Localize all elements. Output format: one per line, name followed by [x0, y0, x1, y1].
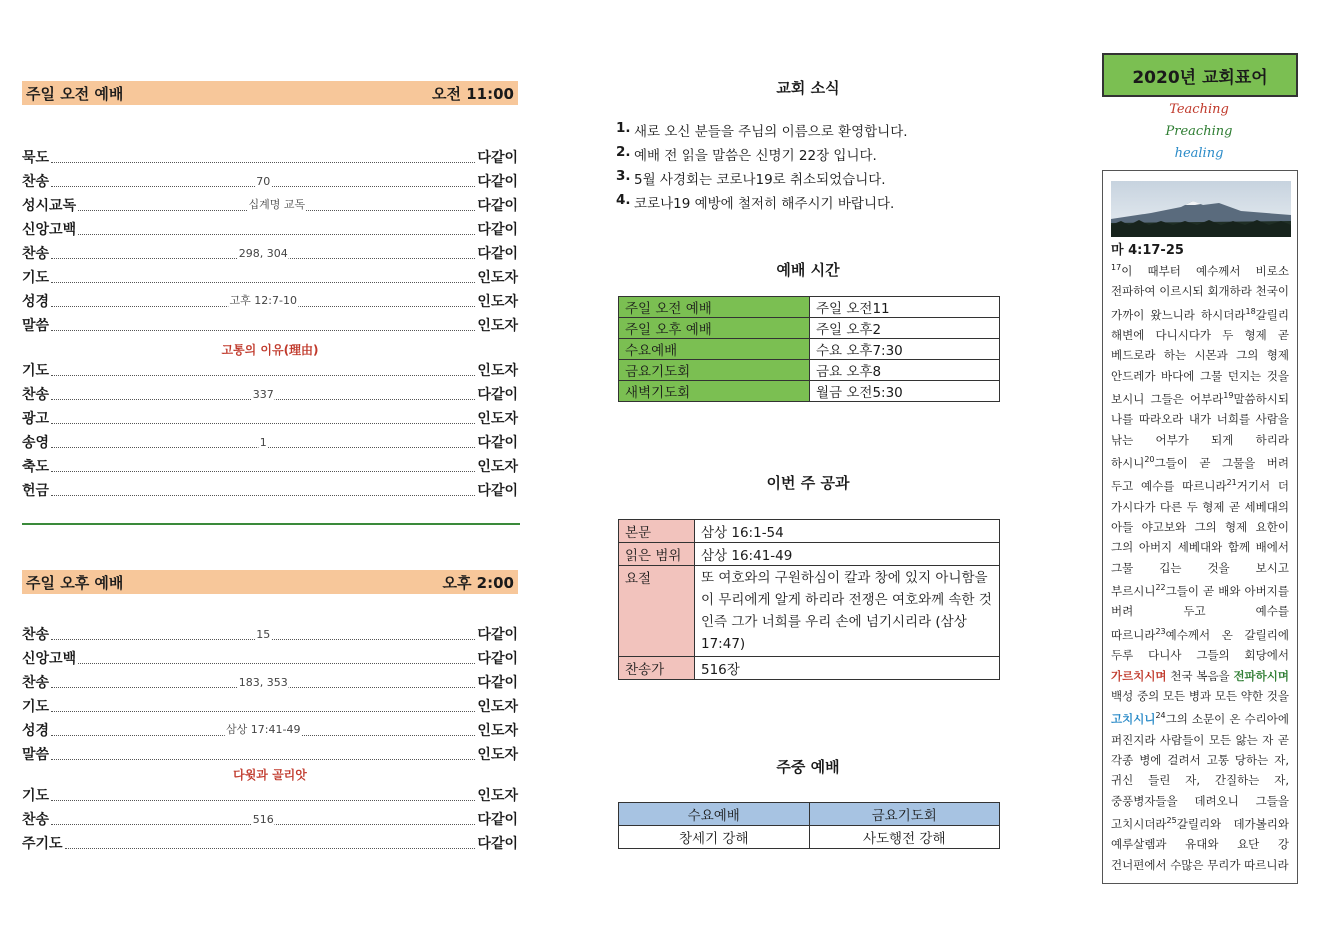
table-value: 주일 오전11	[810, 297, 1000, 318]
news-item-number: 1.	[616, 120, 631, 136]
worship-times-table	[618, 296, 1000, 402]
order-item-detail: 516	[252, 813, 274, 826]
sermon-title: 다윗과 골리앗	[233, 768, 307, 782]
dot-leader	[78, 198, 475, 211]
news-item-text: 새로 오신 분들을 주님의 이름으로 환영합니다.	[634, 124, 908, 140]
table-value: 삼상 16:41-49	[695, 543, 1000, 566]
table-key: 금요기도회	[619, 360, 810, 381]
order-item-leader: 다같이	[477, 483, 518, 499]
order-row	[22, 718, 518, 740]
order-item-leader: 다같이	[477, 174, 518, 190]
order-row	[22, 382, 518, 404]
table-value: 수요 오후7:30	[810, 339, 1000, 360]
order-row	[22, 742, 518, 764]
order-row	[22, 265, 518, 287]
dot-leader	[51, 150, 475, 163]
verse-reference: 마 4:17-25	[1111, 243, 1184, 258]
news-item-text: 5월 사경회는 코로나19로 취소되었습니다.	[634, 172, 886, 188]
order-item-leader: 인도자	[477, 788, 518, 804]
table-row	[619, 657, 1000, 680]
verse-number: 21	[1226, 478, 1237, 488]
order-row	[22, 430, 518, 452]
dot-leader	[51, 318, 475, 331]
news-list	[616, 120, 1000, 216]
table-header: 수요예배	[619, 803, 810, 826]
order-item-name: 기도	[22, 699, 50, 715]
order-row	[22, 241, 518, 263]
verse-highlight-healing: 고치시니	[1111, 712, 1156, 727]
table-value: 주일 오후2	[810, 318, 1000, 339]
order-item-leader: 인도자	[477, 363, 518, 379]
lesson-table	[618, 519, 1000, 680]
order-item-leader: 인도자	[477, 459, 518, 475]
order-item-leader: 다같이	[477, 246, 518, 262]
table-key: 수요예배	[619, 339, 810, 360]
order-item-name: 헌금	[22, 483, 50, 499]
motto-healing: healing	[1174, 146, 1224, 161]
dot-leader	[65, 836, 476, 849]
order-row	[22, 694, 518, 716]
order-item-leader: 다같이	[477, 651, 518, 667]
verse-segment: 말씀하시되 나를 따라오라 내가 너희를 사람을 낚는 어부가 되게 하리라 하시니	[1111, 391, 1289, 470]
order-item-name: 축도	[22, 459, 50, 475]
dot-leader	[51, 675, 475, 688]
order-item-name: 송영	[22, 435, 50, 451]
table-value: 월금 오전5:30	[810, 381, 1000, 402]
morning-service-time: 오전 11:00	[432, 84, 514, 103]
table-row	[619, 543, 1000, 566]
order-row	[22, 217, 518, 239]
order-item-leader: 인도자	[477, 318, 518, 334]
order-item-leader: 다같이	[477, 387, 518, 403]
order-item-name: 묵도	[22, 150, 50, 166]
order-row	[22, 783, 518, 805]
mountain-image	[1111, 181, 1291, 237]
order-item-name: 성경	[22, 294, 50, 310]
verse-number: 24	[1155, 711, 1166, 721]
order-row	[22, 670, 518, 692]
dot-leader	[51, 387, 475, 400]
order-row	[22, 646, 518, 668]
verse-segment: 이 때부터 예수께서 비로소 전파하여 이르시되 회개하라 천국이 가까이 왔느니라 하시더라	[1111, 263, 1289, 322]
dot-leader	[51, 699, 475, 712]
verse-number: 20	[1144, 455, 1155, 465]
order-item-name: 찬송	[22, 627, 50, 643]
order-item-leader: 다같이	[477, 836, 518, 852]
news-item	[616, 144, 1000, 168]
table-row	[619, 381, 1000, 402]
motto-preaching: Preaching	[1165, 124, 1233, 139]
order-item-detail: 1	[259, 436, 267, 449]
order-row	[22, 831, 518, 853]
table-value: 삼상 16:1-54	[695, 520, 1000, 543]
midweek-title: 주중 예배	[776, 758, 840, 776]
news-item	[616, 120, 1000, 144]
order-item-name: 기도	[22, 270, 50, 286]
order-item-detail: 298, 304	[238, 247, 288, 260]
verse-segment: 거기서 더 가시다가 다른 두 형제 곧 세베대의 아들 야고보와 그의 형제 요한이 그의 아버지 세베대와 함께 배에서 그물 깁는 것을 보시고 부르시니	[1111, 479, 1289, 599]
table-header: 금요기도회	[809, 803, 1000, 826]
news-title: 교회 소식	[776, 79, 840, 97]
afternoon-service-title: 주일 오후 예배	[26, 573, 124, 592]
order-item-leader: 다같이	[477, 812, 518, 828]
table-header-row	[619, 803, 1000, 826]
verse-number: 22	[1155, 583, 1166, 593]
table-row	[619, 339, 1000, 360]
order-item-leader: 다같이	[477, 435, 518, 451]
motto-title: 2020년 교회표어	[1102, 53, 1298, 97]
order-item-name: 신앙고백	[22, 651, 77, 667]
order-row	[22, 358, 518, 380]
afternoon-service-time: 오후 2:00	[442, 573, 514, 592]
verse-segment: 천국 복음을	[1166, 668, 1234, 683]
order-item-name: 말씀	[22, 747, 50, 763]
dot-leader	[51, 627, 475, 640]
table-row	[619, 297, 1000, 318]
motto-teaching: Teaching	[1169, 102, 1229, 117]
verse-segment: 갈릴리 해변에 다니시다가 두 형제 곧 베드로라 하는 시몬과 그의 형제 안드레가 바다에 그물 던지는 것을 보시니 그들은 어부라	[1111, 307, 1289, 406]
table-row	[619, 520, 1000, 543]
order-item-detail: 삼상 17:41-49	[226, 723, 301, 736]
order-item-leader: 인도자	[477, 747, 518, 763]
verse-highlight-teaching: 가르치시며	[1111, 668, 1167, 683]
verse-number: 25	[1166, 816, 1177, 826]
dot-leader	[51, 435, 475, 448]
order-row	[22, 289, 518, 311]
verse-segment: 그들이 곧 그물을 버려 두고 예수를 따르니라	[1111, 455, 1289, 494]
order-item-leader: 다같이	[477, 627, 518, 643]
table-row	[619, 360, 1000, 381]
dot-leader	[51, 723, 475, 736]
order-row	[22, 454, 518, 476]
order-item-name: 성경	[22, 723, 50, 739]
order-item-detail: 십계명 교독	[248, 198, 306, 211]
order-item-name: 찬송	[22, 174, 50, 190]
verse-segment: 그의 소문이 온 수리아에 퍼진지라 사람들이 모든 앓는 자 곧 각종 병에 걸려서 고통 당하는 자, 귀신 들린 자, 간질하는 자, 중풍병자들을 데려오니 그들을 고치시더라	[1111, 712, 1289, 832]
order-row	[22, 313, 518, 335]
verse-number: 19	[1223, 391, 1234, 401]
order-item-detail: 고후 12:7-10	[229, 294, 297, 307]
news-item-text: 예배 전 읽을 말씀은 신명기 22장 입니다.	[634, 148, 877, 164]
order-item-name: 말씀	[22, 318, 50, 334]
table-row	[619, 566, 1000, 657]
table-row	[619, 826, 1000, 849]
midweek-table	[618, 802, 1000, 849]
verse-segment: 예수께서 온 갈릴리에 두루 다니사 그들의 회당에서	[1111, 627, 1289, 663]
table-value: 516장	[695, 657, 1000, 680]
dot-leader	[78, 651, 475, 664]
table-value: 또 여호와의 구원하심이 칼과 창에 있지 아니함을 이 무리에게 알게 하리라 전쟁은 여호와께 속한 것인즉 그가 너희를 우리 손에 넘기시리라 (삼상 17:47)	[695, 566, 1000, 657]
news-item-number: 3.	[616, 168, 631, 184]
order-row	[22, 193, 518, 215]
table-value: 창세기 강해	[619, 826, 810, 849]
worship-times-title: 예배 시간	[776, 261, 840, 279]
order-item-leader: 인도자	[477, 723, 518, 739]
order-item-name: 찬송	[22, 387, 50, 403]
morning-service-title: 주일 오전 예배	[26, 84, 124, 103]
order-row	[22, 807, 518, 829]
verse-number: 17	[1111, 263, 1122, 272]
order-item-leader: 다같이	[477, 198, 518, 214]
dot-leader	[51, 174, 475, 187]
dot-leader	[51, 246, 475, 259]
order-item-name: 찬송	[22, 246, 50, 262]
order-item-name: 광고	[22, 411, 50, 427]
order-item-name: 기도	[22, 788, 50, 804]
order-item-name: 찬송	[22, 812, 50, 828]
dot-leader	[78, 222, 475, 235]
order-row	[22, 622, 518, 644]
table-key: 찬송가	[619, 657, 695, 680]
dot-leader	[51, 294, 475, 307]
table-key: 요절	[619, 566, 695, 657]
table-key: 주일 오전 예배	[619, 297, 810, 318]
news-item	[616, 168, 1000, 192]
order-item-name: 찬송	[22, 675, 50, 691]
order-item-leader: 다같이	[477, 150, 518, 166]
order-row	[22, 145, 518, 167]
order-item-detail: 70	[256, 175, 271, 188]
section-divider	[22, 523, 520, 525]
order-item-leader: 인도자	[477, 270, 518, 286]
order-item-name: 신앙고백	[22, 222, 77, 238]
table-key: 본문	[619, 520, 695, 543]
order-item-name: 주기도	[22, 836, 63, 852]
order-row	[22, 478, 518, 500]
verse-number: 18	[1245, 306, 1256, 316]
news-item	[616, 192, 1000, 216]
table-key: 새벽기도회	[619, 381, 810, 402]
news-item-number: 4.	[616, 192, 631, 208]
verse-segment: 갈릴리와 데가볼리와 예루살렘과 유대와 요단 강 건너편에서 수많은 무리가 따르니라	[1111, 817, 1289, 872]
order-item-leader: 인도자	[477, 699, 518, 715]
verse-segment: 그들이 곧 배와 아버지를 버려 두고 예수를 따르니라	[1111, 584, 1289, 642]
order-row	[22, 169, 518, 191]
verse-text	[1111, 258, 1289, 875]
order-item-name: 기도	[22, 363, 50, 379]
order-row	[22, 406, 518, 428]
dot-leader	[51, 459, 475, 472]
dot-leader	[51, 411, 475, 424]
news-item-text: 코로나19 예방에 철저히 해주시기 바랍니다.	[634, 196, 895, 212]
dot-leader	[51, 363, 475, 376]
morning-service-header	[22, 81, 518, 105]
dot-leader	[51, 483, 475, 496]
sermon-title: 고통의 이유(理由)	[221, 343, 319, 357]
order-item-leader: 다같이	[477, 675, 518, 691]
news-item-number: 2.	[616, 144, 631, 160]
table-row	[619, 318, 1000, 339]
afternoon-service-header	[22, 570, 518, 594]
order-item-detail: 337	[252, 388, 274, 401]
table-key: 주일 오후 예배	[619, 318, 810, 339]
dot-leader	[51, 788, 475, 801]
verse-segment: 백성 중의 모든 병과 모든 약한 것을	[1111, 688, 1289, 703]
verse-highlight-preaching: 전파하시며	[1233, 668, 1289, 683]
verse-number: 23	[1155, 626, 1166, 636]
verse-box	[1102, 170, 1298, 884]
dot-leader	[51, 747, 475, 760]
order-item-leader: 인도자	[477, 411, 518, 427]
table-value: 사도행전 강해	[809, 826, 1000, 849]
table-key: 읽은 범위	[619, 543, 695, 566]
order-item-name: 성시교독	[22, 198, 77, 214]
table-value: 금요 오후8	[810, 360, 1000, 381]
order-item-detail: 183, 353	[238, 676, 288, 689]
order-item-leader: 인도자	[477, 294, 518, 310]
dot-leader	[51, 812, 475, 825]
order-item-detail: 15	[256, 628, 271, 641]
lesson-title: 이번 주 공과	[766, 474, 850, 492]
dot-leader	[51, 270, 475, 283]
order-item-leader: 다같이	[477, 222, 518, 238]
